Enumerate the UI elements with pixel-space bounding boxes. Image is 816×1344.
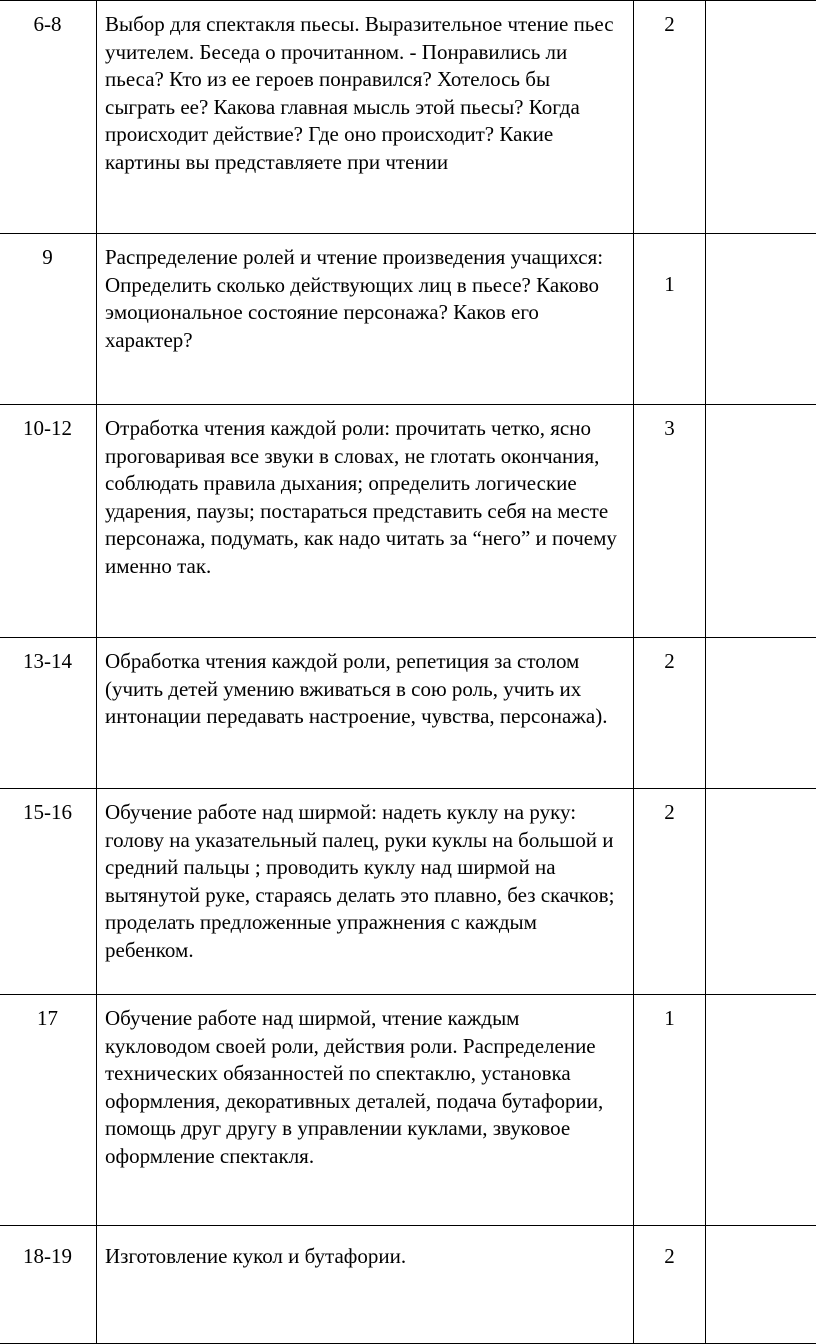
hours-cell: 2: [634, 638, 706, 789]
table-row: [0, 1, 816, 234]
lesson-number-cell: 9: [0, 234, 97, 405]
lesson-topic-cell: Изготовление кукол и бутафории.: [97, 1226, 634, 1344]
lesson-number-cell: 6-8: [0, 1, 97, 234]
table-row: [0, 234, 816, 405]
notes-cell: [706, 405, 816, 638]
notes-cell: [706, 789, 816, 995]
lesson-number-cell: 17: [0, 995, 97, 1226]
lesson-topic-cell: Выбор для спектакля пьесы. Выразительное чтение пьес учителем. Беседа о прочитанном. - Понравились ли пьеса? Кто из ее героев понравился? Хотелось бы сыграть ее? Какова главная мысль этой пьесы? Когда происходит действие? Где оно происходит? Какие картины вы представляете при чтении: [97, 1, 634, 234]
notes-cell: [706, 638, 816, 789]
lesson-number-cell: 13-14: [0, 638, 97, 789]
table-row: [0, 995, 816, 1226]
notes-cell: [706, 234, 816, 405]
notes-cell: [706, 1, 816, 234]
hours-cell: 1: [634, 995, 706, 1226]
table-row: [0, 405, 816, 638]
notes-cell: [706, 995, 816, 1226]
lesson-topic-cell: Обучение работе над ширмой: надеть куклу на руку: голову на указательный палец, руки куклы на большой и средний пальцы ; проводить куклу над ширмой на вытянутой руке, стараясь делать это плавно, без скачков; проделать предложенные упражнения с каждым ребенком.: [97, 789, 634, 995]
table-row: [0, 1226, 816, 1344]
lesson-number-cell: 15-16: [0, 789, 97, 995]
hours-cell: 2: [634, 1226, 706, 1344]
lesson-topic-cell: Обучение работе над ширмой, чтение каждым кукловодом своей роли, действия роли. Распределение технических обязанностей по спектаклю, установка оформления, декоративных деталей, подача бутафории, помощь друг другу в управлении куклами, звуковое оформление спектакля.: [97, 995, 634, 1226]
notes-cell: [706, 1226, 816, 1344]
hours-cell: 2: [634, 789, 706, 995]
hours-cell: 2: [634, 1, 706, 234]
lesson-number-cell: 10-12: [0, 405, 97, 638]
lesson-number-cell: 18-19: [0, 1226, 97, 1344]
table-row: [0, 638, 816, 789]
hours-cell: 1: [634, 234, 706, 405]
table-row: [0, 789, 816, 995]
lesson-topic-cell: Распределение ролей и чтение произведения учащихся: Определить сколько действующих лиц в пьесе? Каково эмоциональное состояние персонажа? Каков его характер?: [97, 234, 634, 405]
hours-cell: 3: [634, 405, 706, 638]
lesson-topic-cell: Обработка чтения каждой роли, репетиция за столом (учить детей умению вживаться в сою роль, учить их интонации передавать настроение, чувства, персонажа).: [97, 638, 634, 789]
lesson-topic-cell: Отработка чтения каждой роли: прочитать четко, ясно проговаривая все звуки в словах, не глотать окончания, соблюдать правила дыхания; определить логические ударения, паузы; постараться представить себя на месте персонажа, подумать, как надо читать за “него” и почему именно так.: [97, 405, 634, 638]
